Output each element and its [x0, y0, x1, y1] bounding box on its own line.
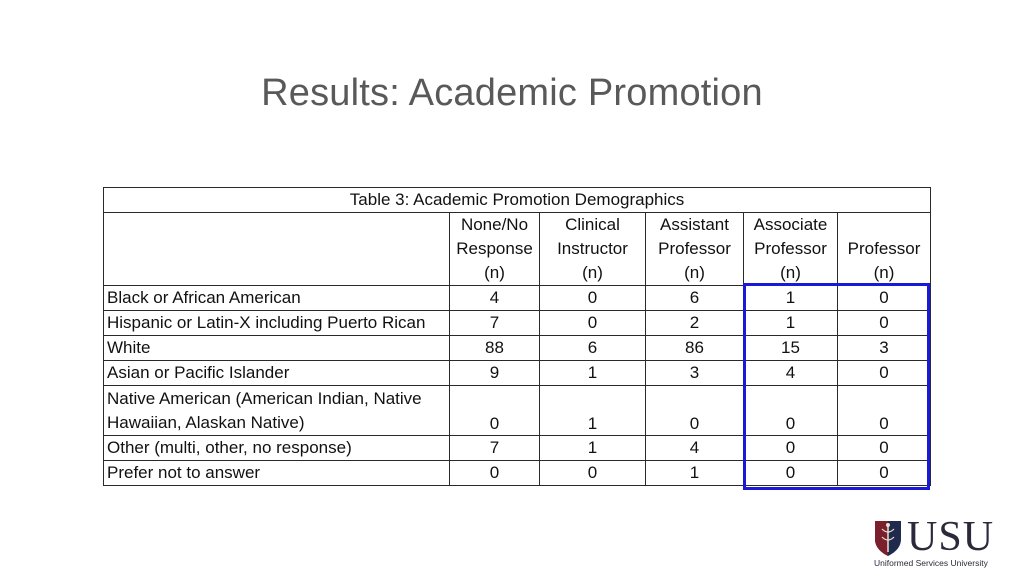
table-row: [104, 386, 931, 436]
slide-title: Results: Academic Promotion: [261, 72, 763, 114]
table-cell: 0: [744, 461, 838, 486]
row-label: Black or African American: [104, 286, 450, 311]
table-cell: 0: [838, 461, 931, 486]
table-cell: 3: [646, 361, 744, 386]
table-cell: 0: [838, 436, 931, 461]
table-cell: 15: [744, 336, 838, 361]
table-caption-row: [104, 188, 931, 213]
table-cell: 1: [646, 461, 744, 486]
table-cell: 4: [450, 286, 540, 311]
table-cell: 4: [646, 436, 744, 461]
shield-icon: [873, 519, 903, 557]
column-header-line: Professor: [754, 239, 827, 258]
table-row: [104, 311, 931, 336]
logo-wordmark: USU: [907, 514, 995, 560]
table-row: [104, 461, 931, 486]
table-cell: 0: [450, 461, 540, 486]
column-header-professor: [838, 213, 931, 286]
column-header-line: Response: [456, 239, 533, 258]
column-header-associate-professor: [744, 213, 838, 286]
column-header-clinical-instructor: [540, 213, 646, 286]
table-cell: 1: [744, 286, 838, 311]
header-label-cell: [104, 213, 450, 286]
table-cell: 9: [450, 361, 540, 386]
table-cell: 7: [450, 436, 540, 461]
column-header-line: (n): [780, 263, 801, 282]
table-row: [104, 361, 931, 386]
table-cell: 1: [540, 436, 646, 461]
table-row: [104, 436, 931, 461]
column-header-line: None/No: [460, 215, 529, 234]
row-label: Asian or Pacific Islander: [104, 361, 450, 386]
column-header-line: (n): [873, 263, 895, 282]
table-cell: 88: [450, 336, 540, 361]
column-header-line: (n): [484, 263, 505, 282]
table-cell: 1: [540, 361, 646, 386]
row-label: White: [104, 336, 450, 361]
row-label: Hispanic or Latin-X including Puerto Rican: [104, 311, 450, 336]
table-header-row: [104, 213, 931, 286]
table-cell: 0: [540, 461, 646, 486]
row-label: Other (multi, other, no response): [104, 436, 450, 461]
table-cell: 0: [744, 386, 838, 436]
column-header-assistant-professor: [646, 213, 744, 286]
column-header-line: Clinical: [565, 215, 620, 234]
table-cell: 1: [540, 386, 646, 436]
row-label: Prefer not to answer: [104, 461, 450, 486]
table-cell: 6: [646, 286, 744, 311]
table-cell: 0: [744, 436, 838, 461]
table-cell: 0: [450, 386, 540, 436]
table-cell: 86: [646, 336, 744, 361]
column-header-none-response: [450, 213, 540, 286]
column-header-line: Associate: [753, 215, 828, 234]
table-cell: 0: [540, 286, 646, 311]
column-header-line: Professor: [658, 239, 731, 258]
demographics-table-container: [103, 187, 930, 486]
table-cell: 4: [744, 361, 838, 386]
table-row: [104, 286, 931, 311]
row-label-line: Hawaiian, Alaskan Native): [107, 412, 305, 432]
table-cell: 0: [838, 386, 931, 436]
table-cell: 0: [540, 311, 646, 336]
column-header-line: Instructor: [557, 239, 628, 258]
table-cell: 0: [646, 386, 744, 436]
table-caption: Table 3: Academic Promotion Demographics: [104, 188, 931, 213]
table-cell: 0: [838, 361, 931, 386]
table-cell: 1: [744, 311, 838, 336]
logo-subtitle: Uniformed Services University: [874, 558, 988, 568]
column-header-line: (n): [684, 263, 705, 282]
row-label-line: Native American (American Indian, Native: [107, 388, 422, 408]
table-cell: 3: [838, 336, 931, 361]
table-cell: 0: [838, 311, 931, 336]
row-label: [104, 386, 450, 436]
table-cell: 2: [646, 311, 744, 336]
table-cell: 0: [838, 286, 931, 311]
column-header-line: Assistant: [660, 215, 729, 234]
column-header-line: (n): [582, 263, 603, 282]
column-header-line: Professor: [847, 239, 921, 258]
table-cell: 6: [540, 336, 646, 361]
table-row: [104, 336, 931, 361]
table-cell: 7: [450, 311, 540, 336]
usu-logo: [873, 514, 1013, 569]
demographics-table: [103, 187, 931, 486]
